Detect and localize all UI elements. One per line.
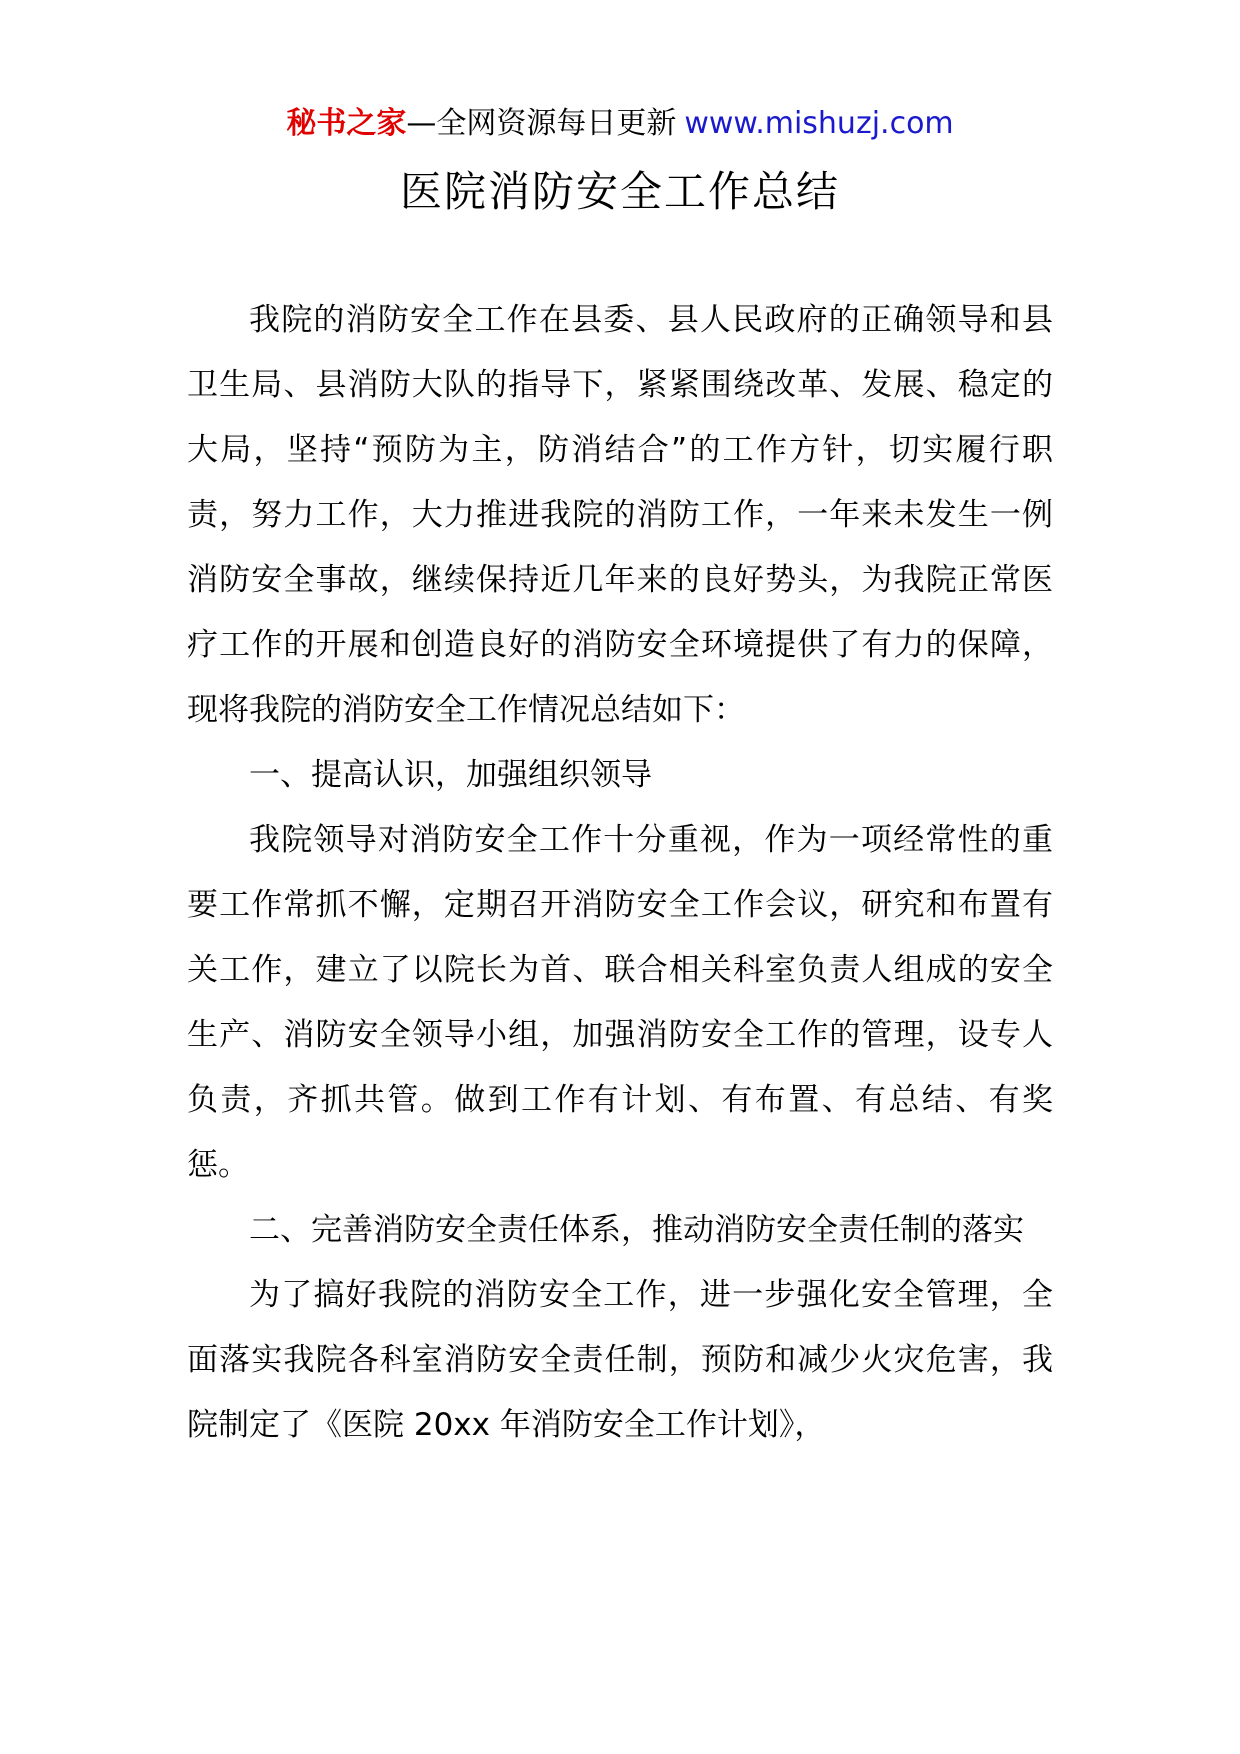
- brand-name: 秘书之家: [286, 106, 407, 141]
- section-1-paragraph: 我院领导对消防安全工作十分重视，作为一项经常性的重要工作常抓不懈，定期召开消防安全工作会议，研究和布置有关工作，建立了以院长为首、联合相关科室负责人组成的安全生产、消防安全领导小组，加强消防安全工作的管理，设专人负责，齐抓共管。做到工作有计划、有布置、有总结、有奖惩。: [187, 822, 1053, 1183]
- document-title: 医院消防安全工作总结: [399, 167, 840, 216]
- document-body: [187, 288, 1053, 1458]
- intro-paragraph: 我院的消防安全工作在县委、县人民政府的正确领导和县卫生局、县消防大队的指导下，紧紧围绕改革、发展、稳定的大局，坚持“预防为主，防消结合”的工作方针，切实履行职责，努力工作，大力推进我院的消防工作，一年来未发生一例消防安全事故，继续保持近几年来的良好势头，为我院正常医疗工作的开展和创造良好的消防安全环境提供了有力的保障，现将我院的消防安全工作情况总结如下：: [187, 302, 1053, 728]
- section-2-paragraph: 为了搞好我院的消防安全工作，进一步强化安全管理，全面落实我院各科室消防安全责任制，预防和减少火灾危害，我院制定了《医院 20xx 年消防安全工作计划》，: [187, 1277, 1053, 1443]
- section-heading-2: 二、完善消防安全责任体系，推动消防安全责任制的落实: [249, 1212, 1024, 1248]
- site-header: [0, 100, 1240, 148]
- site-slogan: —全网资源每日更新: [406, 106, 677, 141]
- section-heading-1: 一、提高认识，加强组织领导: [249, 757, 652, 793]
- site-url-link[interactable]: www.mishuzj.com: [684, 106, 954, 141]
